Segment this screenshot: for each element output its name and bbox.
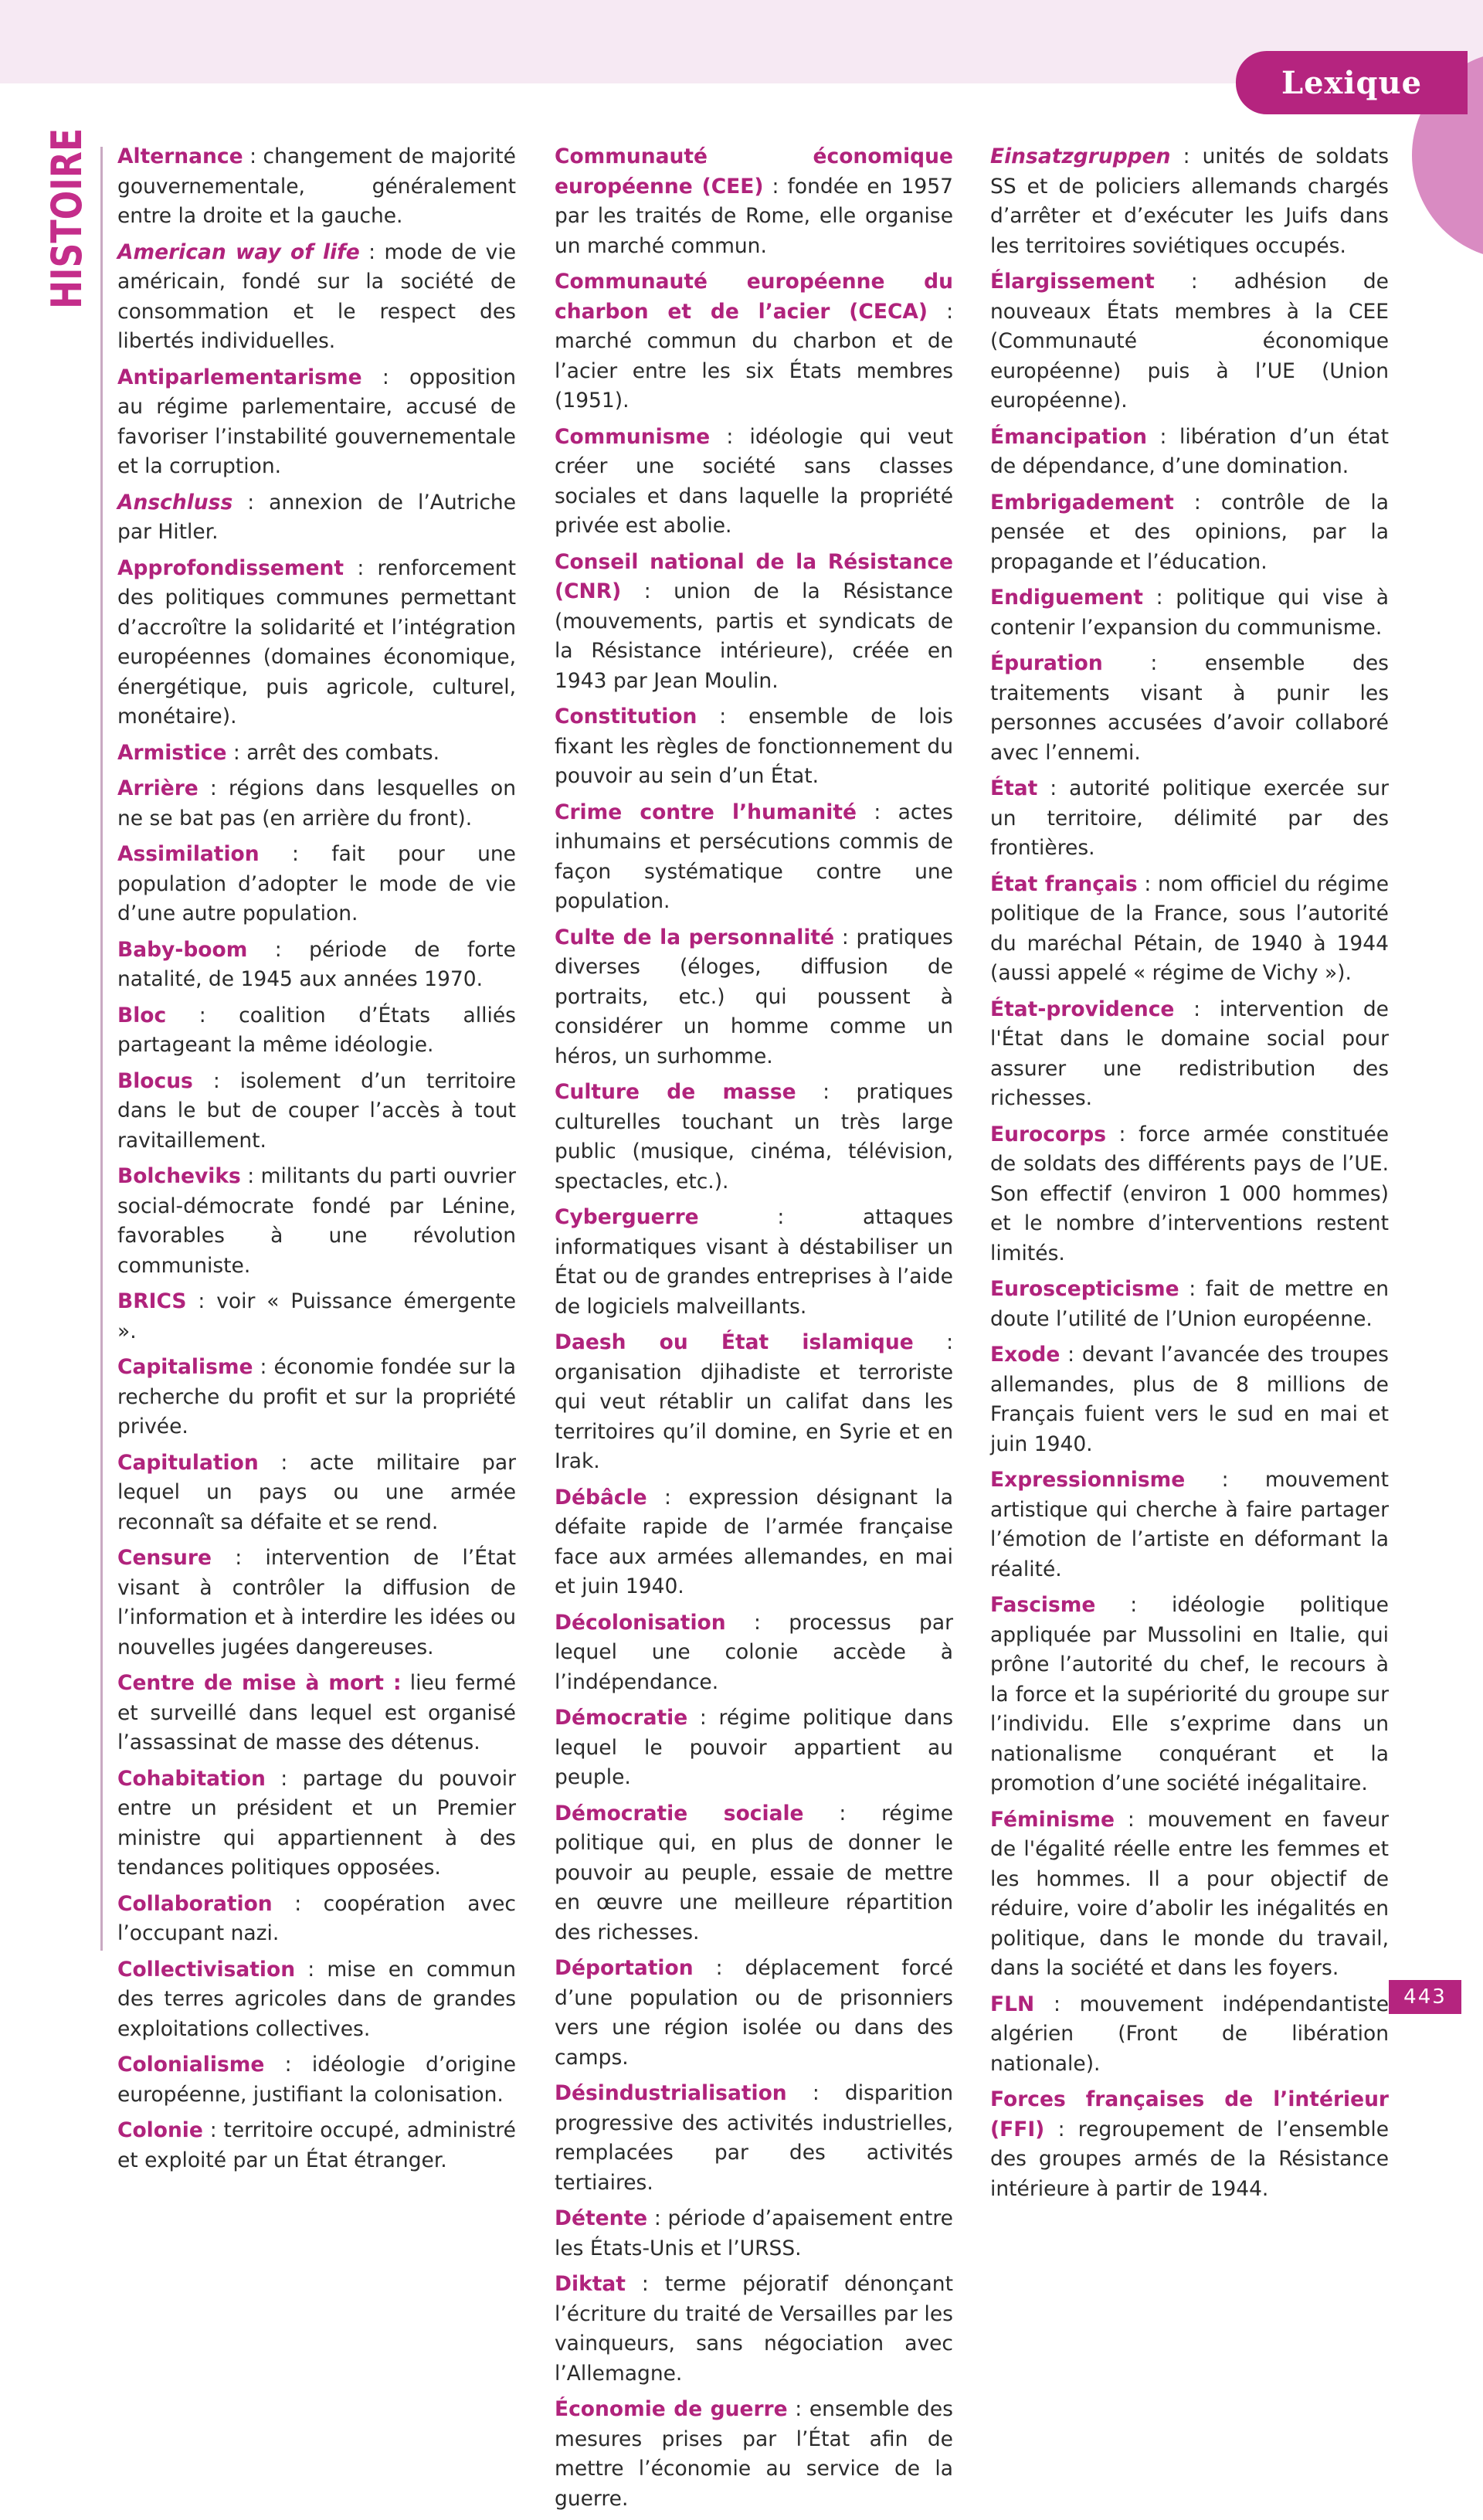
glossary-definition: : mode de vie américain, fondé sur la société de consommation et le respect des libertés individuelles. — [117, 239, 517, 353]
glossary-term: Bloc — [117, 1003, 167, 1027]
glossary-definition: : partage du pouvoir entre un président et un Premier ministre qui appartiennent à des tendances politiques opposées. — [117, 1766, 516, 1880]
glossary-term: Colonie — [117, 2118, 203, 2142]
glossary-definition: : marché commun du charbon et de l’acier entre les six États membres (1951). — [555, 299, 953, 413]
glossary-term: Collectivisation — [117, 1957, 296, 1982]
glossary-entry — [117, 936, 516, 995]
glossary-definition: : mouvement artistique qui cherche à faire partager l’émotion de l’artiste en déformant la réalité. — [990, 1468, 1389, 1581]
glossary-entry — [990, 488, 1389, 578]
glossary-definition: : pratiques culturelles touchant un très large public (musique, cinéma, télévision, spectacles, etc.). — [555, 1080, 953, 1194]
glossary-definition: : régime politique qui, en plus de donner le pouvoir au peuple, essaie de mettre en œuvre une meilleure répartition des richesses. — [555, 1801, 954, 1944]
glossary-entry — [990, 1275, 1389, 1334]
glossary-entry — [117, 1067, 516, 1156]
glossary-term: BRICS — [117, 1289, 187, 1313]
glossary-term: American way of life — [117, 239, 360, 264]
glossary-entry — [990, 995, 1389, 1114]
glossary-definition: lieu fermé et surveillé dans lequel est organisé l’assassinat de masse des détenus. — [117, 1671, 516, 1754]
glossary-entry — [117, 1890, 516, 1949]
glossary-term: Anschluss — [117, 490, 233, 515]
glossary-column-2 — [555, 142, 953, 2520]
glossary-definition: : militants du parti ouvrier social-démocrate fondé par Lénine, favorables à une révolution communiste. — [117, 1164, 516, 1278]
glossary-term: État — [990, 776, 1038, 800]
glossary-term: Conseil national de la Résistance (CNR) — [555, 549, 953, 603]
glossary-column-3 — [990, 142, 1389, 2210]
glossary-entry — [990, 870, 1389, 989]
glossary-definition: : annexion de l’Autriche par Hitler. — [117, 490, 516, 544]
glossary-definition: : autorité politique exercée sur un territoire, délimité par des frontières. — [990, 776, 1389, 860]
glossary-entry — [117, 488, 516, 548]
glossary-entry — [555, 1078, 953, 1197]
glossary-entry — [555, 798, 953, 917]
glossary-column-1 — [117, 142, 516, 2182]
glossary-term: Approfondissement — [117, 555, 344, 580]
glossary-definition: : expression désignant la défaite rapide de l’armée française face aux armées allemandes, en mai et juin 1940. — [555, 1485, 953, 1598]
glossary-entry — [990, 1805, 1389, 1984]
glossary-definition: : coalition d’États alliés partageant la même idéologie. — [117, 1003, 516, 1057]
glossary-term: Débâcle — [555, 1485, 647, 1510]
glossary-term: Déportation — [555, 1956, 694, 1980]
glossary-definition: : organisation djihadiste et terroriste qui veut rétablir un califat dans les territoires qu’il domine, en Syrie et en Irak. — [555, 1330, 953, 1473]
glossary-entry — [555, 1954, 953, 2073]
glossary-entry — [990, 1591, 1389, 1799]
glossary-entry — [555, 702, 953, 792]
glossary-definition: : contrôle de la pensée et des opinions, par la propagande et l’éducation. — [990, 490, 1389, 574]
glossary-term: Cohabitation — [117, 1766, 266, 1791]
glossary-term: Expressionnisme — [990, 1468, 1186, 1492]
glossary-term: Einsatzgruppen — [990, 144, 1171, 168]
glossary-definition: : fait pour une population d’adopter le mode de vie d’une autre population. — [117, 842, 516, 925]
glossary-definition: : fait de mettre en doute l’utilité de l’Union européenne. — [990, 1277, 1389, 1331]
glossary-term: Élargissement — [990, 270, 1155, 294]
glossary-term: Centre de mise à mort : — [117, 1671, 402, 1695]
glossary-definition: : idéologie d’origine européenne, justifiant la colonisation. — [117, 2053, 516, 2107]
glossary-entry — [555, 1483, 953, 1602]
glossary-definition: : économie fondée sur la recherche du profit et sur la propriété privée. — [117, 1355, 516, 1438]
glossary-definition: : ensemble des traitements visant à punir les personnes accusées d’avoir collaboré avec l’ennemi. — [990, 651, 1389, 765]
glossary-definition: : disparition progressive des activités industrielles, remplacées par des activités tertiaires. — [555, 2081, 953, 2195]
glossary-definition: : période de forte natalité, de 1945 aux années 1970. — [117, 937, 516, 991]
glossary-definition: : mouvement indépendantiste algérien (Front de libération nationale). — [990, 1992, 1389, 2076]
glossary-term: Censure — [117, 1546, 212, 1570]
glossary-entry — [555, 923, 953, 1072]
glossary-term: Fascisme — [990, 1593, 1096, 1617]
glossary-term: Désindustrialisation — [555, 2081, 787, 2105]
glossary-entry — [117, 1764, 516, 1883]
glossary-entry — [117, 363, 516, 482]
glossary-entry — [555, 142, 953, 261]
glossary-term: Décolonisation — [555, 1610, 726, 1635]
glossary-entry — [117, 1955, 516, 2045]
glossary-definition: : fondée en 1957 par les traités de Rome, elle organise un marché commun. — [555, 174, 953, 258]
glossary-definition: : intervention de l’État visant à contrôler la diffusion de l’information et à interdire les idées ou nouvelles jugées dangereuses. — [117, 1546, 516, 1659]
glossary-term: Capitalisme — [117, 1355, 253, 1379]
glossary-entry — [117, 1669, 516, 1758]
glossary-term: FLN — [990, 1992, 1035, 2016]
glossary-term: Daesh ou État islamique — [555, 1330, 914, 1354]
glossary-definition: : renforcement des politiques communes permettant d’accroître la solidarité et l’intégration européennes (domaines économique, énergétique, puis agricole, culturel, monétaire). — [117, 555, 516, 728]
glossary-entry — [117, 1162, 516, 1281]
section-tab — [1236, 51, 1468, 114]
glossary-definition: : mouvement en faveur de l'égalité réelle entre les femmes et les hommes. Il a pour objectif de réduire, voire d’abolir les inégalités en politique, dans le monde du travail, dans la société et dans les foyers. — [990, 1807, 1389, 1980]
glossary-term: Constitution — [555, 705, 697, 728]
glossary-entry — [555, 2204, 953, 2264]
glossary-definition: : changement de majorité gouvernementale, généralement entre la droite et la gauche. — [117, 144, 516, 228]
glossary-entry — [555, 2270, 953, 2389]
glossary-entry — [990, 142, 1389, 261]
glossary-term: Embrigadement — [990, 490, 1174, 515]
glossary-entry — [117, 739, 516, 769]
glossary-definition: : terme péjoratif dénonçant l’écriture du traité de Versailles par les vainqueurs, sans négociation avec l’Allemagne. — [555, 2272, 953, 2386]
glossary-entry — [990, 583, 1389, 643]
glossary-entry — [555, 2395, 953, 2514]
glossary-term: Émancipation — [990, 424, 1147, 449]
glossary-definition: : regroupement de l’ensemble des groupes armés de la Résistance intérieure à partir de 1944. — [990, 2117, 1389, 2201]
glossary-term: Collaboration — [117, 1891, 273, 1916]
glossary-definition: : processus par lequel une colonie accède à l’indépendance. — [555, 1610, 953, 1694]
side-title: HISTOIRE — [42, 127, 91, 309]
glossary-term: Communisme — [555, 424, 711, 449]
glossary-entry — [990, 774, 1389, 864]
glossary-entry — [555, 2079, 953, 2198]
glossary-entry — [117, 774, 516, 834]
glossary-entry — [117, 1287, 516, 1347]
glossary-definition: : régions dans lesquelles on ne se bat pas (en arrière du front). — [117, 776, 516, 830]
glossary-term: Démocratie sociale — [555, 1801, 804, 1825]
glossary-definition: : pratiques diverses (éloges, diffusion de portraits, etc.) qui poussent à considérer un homme comme un héros, un surhomme. — [555, 925, 953, 1068]
glossary-definition: : union de la Résistance (mouvements, partis et syndicats de la Résistance intérieure), créée en 1943 par Jean Moulin. — [555, 579, 953, 693]
glossary-definition: : devant l’avancée des troupes allemandes, plus de 8 millions de Français fuient vers le sud en mai et juin 1940. — [990, 1343, 1389, 1456]
glossary-definition: : ensemble des mesures prises par l’État afin de mettre l’économie au service de la guerre. — [555, 2397, 953, 2511]
glossary-definition: : adhésion de nouveaux États membres à la CEE (Communauté économique européenne) puis à l’UE (Union européenne). — [990, 270, 1389, 413]
glossary-term: Détente — [555, 2206, 648, 2230]
glossary-term: Épuration — [990, 651, 1103, 675]
glossary-term: Culture de masse — [555, 1080, 796, 1104]
glossary-definition: : politique qui vise à contenir l’expansion du communisme. — [990, 586, 1389, 640]
glossary-definition: : idéologie politique appliquée par Mussolini en Italie, qui prône l’autorité du chef, le recours à la force et la supériorité du groupe sur l’individu. Elle s’exprime dans un nationalisme conquérant et la promotion d’une société inégalitaire. — [990, 1593, 1389, 1795]
glossary-entry — [555, 1703, 953, 1793]
glossary-entry — [990, 1340, 1389, 1459]
glossary-term: Crime contre l’humanité — [555, 800, 857, 824]
glossary-term: Forces françaises de l’intérieur (FFI) — [990, 2087, 1389, 2141]
glossary-entry — [990, 649, 1389, 768]
glossary-term: Arrière — [117, 776, 199, 800]
glossary-entry — [117, 1544, 516, 1662]
glossary-definition: : unités de soldats SS et de policiers allemands chargés d’arrêter et d’exécuter les Juifs dans les territoires soviétiques occupés. — [990, 144, 1389, 258]
glossary-term: Alternance — [117, 144, 243, 168]
glossary-definition: : période d’apaisement entre les États-Unis et l’URSS. — [555, 2206, 953, 2260]
glossary-term: Endiguement — [990, 586, 1143, 610]
glossary-term: Bolcheviks — [117, 1164, 241, 1188]
glossary-entry — [990, 1990, 1389, 2080]
glossary-definition: : opposition au régime parlementaire, accusé de favoriser l’instabilité gouvernementale et la corruption. — [117, 365, 516, 478]
glossary-entry — [117, 142, 516, 232]
glossary-definition: : attaques informatiques visant à déstabiliser un État ou de grandes entreprises à l’aide de logiciels malveillants. — [555, 1205, 953, 1319]
glossary-entry — [555, 1608, 953, 1698]
glossary-definition: : isolement d’un territoire dans le but de couper l’accès à tout ravitaillement. — [117, 1068, 516, 1153]
side-divider — [100, 147, 103, 1951]
glossary-entry — [117, 840, 516, 929]
glossary-definition: : acte militaire par lequel un pays ou une armée reconnaît sa défaite et se rend. — [117, 1450, 516, 1534]
glossary-term: Assimilation — [117, 842, 260, 866]
glossary-definition: : idéologie qui veut créer une société sans classes sociales et dans laquelle la propriété privée est abolie. — [555, 424, 953, 538]
glossary-definition: : mise en commun des terres agricoles dans de grandes exploitations collectives. — [117, 1957, 516, 2041]
glossary-term: Colonialisme — [117, 2053, 265, 2077]
section-title: Lexique — [1281, 64, 1423, 101]
glossary-entry — [117, 2050, 516, 2110]
glossary-entry — [990, 2085, 1389, 2204]
glossary-definition: : nom officiel du régime politique de la France, sous l’autorité du maréchal Pétain, de 1940 à 1944 (aussi appelé « régime de Vichy »). — [990, 871, 1390, 985]
glossary-term: Économie de guerre — [555, 2397, 788, 2421]
glossary-entry — [117, 238, 516, 357]
glossary-term: Diktat — [555, 2272, 626, 2296]
glossary-entry — [555, 1203, 953, 1322]
glossary-entry — [990, 1465, 1389, 1584]
glossary-entry — [990, 1120, 1389, 1269]
glossary-entry — [117, 554, 516, 732]
glossary-term: Antiparlementarisme — [117, 365, 362, 389]
glossary-term: Armistice — [117, 740, 227, 765]
glossary-term: Eurocorps — [990, 1122, 1106, 1146]
glossary-term: Démocratie — [555, 1706, 688, 1730]
glossary-definition: : force armée constituée de soldats des différents pays de l’UE. Son effectif (environ 1 000 hommes) et le nombre d’interventions restent limités. — [990, 1122, 1389, 1265]
glossary-definition: : régime politique dans lequel le pouvoir appartient au peuple. — [555, 1706, 953, 1789]
glossary-term: Euroscepticisme — [990, 1277, 1179, 1301]
glossary-term: Cyberguerre — [555, 1205, 699, 1229]
glossary-term: Communauté économique européenne (CEE) — [555, 144, 953, 199]
glossary-entry — [990, 423, 1389, 482]
glossary-entry — [117, 2116, 516, 2175]
glossary-definition: : ensemble de lois fixant les règles de fonctionnement du pouvoir au sein d’un État. — [555, 705, 953, 788]
glossary-definition: : actes inhumains et persécutions commis de façon systématique contre une population. — [555, 800, 953, 913]
glossary-entry — [555, 423, 953, 542]
glossary-definition: : libération d’un état de dépendance, d’une domination. — [990, 424, 1389, 478]
glossary-definition: : coopération avec l’occupant nazi. — [117, 1891, 516, 1945]
glossary-entry — [555, 1328, 953, 1477]
glossary-term: Exode — [990, 1343, 1060, 1367]
glossary-definition: : territoire occupé, administré et exploité par un État étranger. — [117, 2118, 516, 2172]
glossary-term: Culte de la personnalité — [555, 925, 835, 949]
glossary-term: État-providence — [990, 997, 1175, 1021]
glossary-entry — [117, 1448, 516, 1538]
glossary-term: Baby-boom — [117, 937, 248, 962]
glossary-term: Communauté européenne du charbon et de l’acier (CECA) — [555, 270, 953, 324]
glossary-definition: : voir « Puissance émergente ». — [117, 1289, 516, 1343]
glossary-term: État français — [990, 871, 1138, 896]
glossary-entry — [555, 1799, 953, 1948]
glossary-definition: : intervention de l'État dans le domaine social pour assurer une redistribution des richesses. — [990, 997, 1389, 1110]
glossary-term: Blocus — [117, 1068, 193, 1093]
page-number: 443 — [1403, 1985, 1447, 2009]
glossary-entry — [117, 1001, 516, 1061]
glossary-entry — [555, 267, 953, 416]
glossary-entry — [990, 267, 1389, 416]
page-number-box — [1389, 1980, 1461, 2014]
glossary-entry — [117, 1353, 516, 1442]
glossary-entry — [555, 548, 953, 697]
glossary-definition: : déplacement forcé d’une population ou de prisonniers vers une région isolée ou dans des camps. — [555, 1956, 953, 2070]
glossary-term: Capitulation — [117, 1450, 259, 1475]
glossary-definition: : arrêt des combats. — [226, 740, 439, 765]
glossary-term: Féminisme — [990, 1807, 1115, 1832]
